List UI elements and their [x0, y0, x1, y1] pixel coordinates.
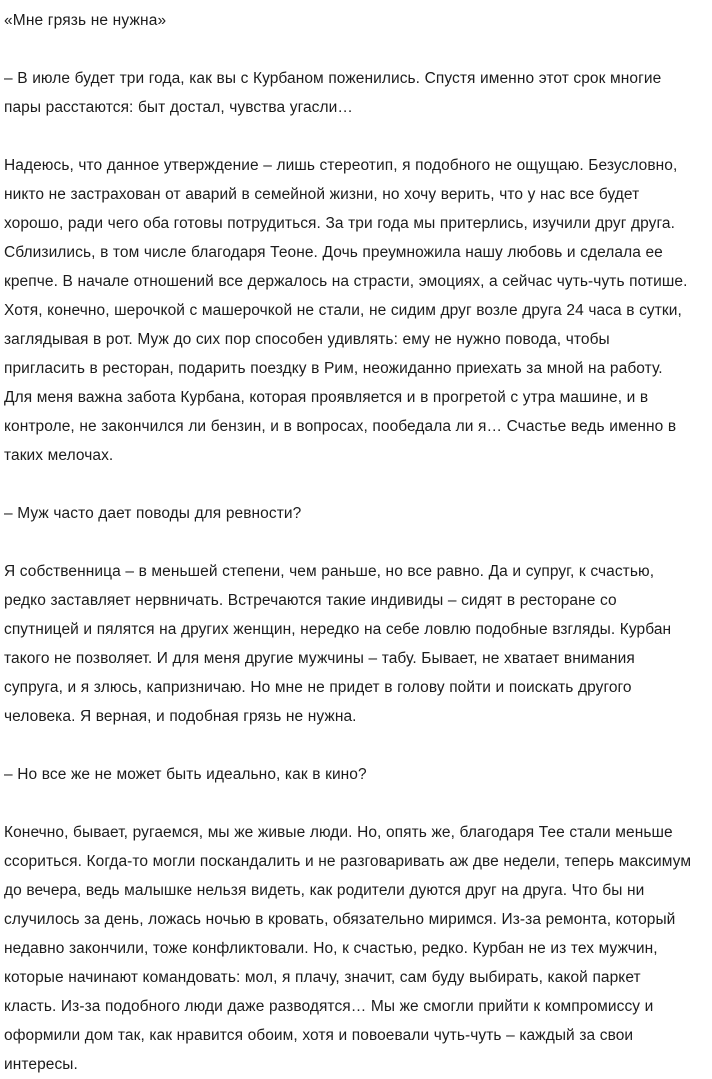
- interview-question-3: – Но все же не может быть идеально, как в кино?: [4, 766, 367, 783]
- interview-question-1: – В июле будет три года, как вы с Курбаном поженились. Спустя именно этот срок многие пары расстаются: быт достал, чувства угасли…: [4, 70, 662, 116]
- interview-answer-3: Конечно, бывает, ругаемся, мы же живые люди. Но, опять же, благодаря Тее стали меньше ссориться. Когда-то могли поскандалить и не разговаривать аж две недели, теперь максимум до вечера, ведь малышке нельзя видеть, как родители дуются друг на друга. Что бы ни случилось за день, ложась ночью в кровать, обязательно миримся. Из-за ремонта, который недавно закончили, тоже конфликтовали. Но, к счастью, редко. Курбан не из тех мужчин, которые начинают командовать: мол, я плачу, значит, сам буду выбирать, какой паркет класть. Из-за подобного люди даже разводятся… Мы же смогли прийти к компромиссу и оформили дом так, как нравится обоим, хотя и повоевали чуть-чуть – каждый за свои интересы.: [4, 824, 692, 1073]
- interview-answer-1: Надеюсь, что данное утверждение – лишь стереотип, я подобного не ощущаю. Безусловно, никто не застрахован от аварий в семейной жизни, но хочу верить, что у нас все будет хорошо, ради чего оба готовы потрудиться. За три года мы притерлись, изучили друг друга. Сблизились, в том числе благодаря Теоне. Дочь преумножила нашу любовь и сделала ее крепче. В начале отношений все держалось на страсти, эмоциях, а сейчас чуть-чуть потише. Хотя, конечно, шерочкой с машерочкой не стали, не сидим друг возле друга 24 часа в сутки, заглядывая в рот. Муж до сих пор способен удивлять: ему не нужно повода, чтобы пригласить в ресторан, подарить поездку в Рим, неожиданно приехать за мной на работу. Для меня важна забота Курбана, которая проявляется и в прогретой с утра машине, и в контроле, не закончился ли бензин, и в вопросах, пообедала ли я… Счастье ведь именно в таких мелочах.: [4, 157, 688, 464]
- interview-answer-2: Я собственница – в меньшей степени, чем раньше, но все равно. Да и супруг, к счастью, редко заставляет нервничать. Встречаются такие индивиды – сидят в ресторане со спутницей и пялятся на других женщин, нередко на себе ловлю подобные взгляды. Курбан такого не позволяет. И для меня другие мужчины – табу. Бывает, не хватает внимания супруга, и я злюсь, капризничаю. Но мне не придет в голову пойти и поискать другого человека. Я верная, и подобная грязь не нужна.: [4, 563, 672, 725]
- page-title: «Мне грязь не нужна»: [4, 12, 167, 29]
- interview-question-2: – Муж часто дает поводы для ревности?: [4, 505, 302, 522]
